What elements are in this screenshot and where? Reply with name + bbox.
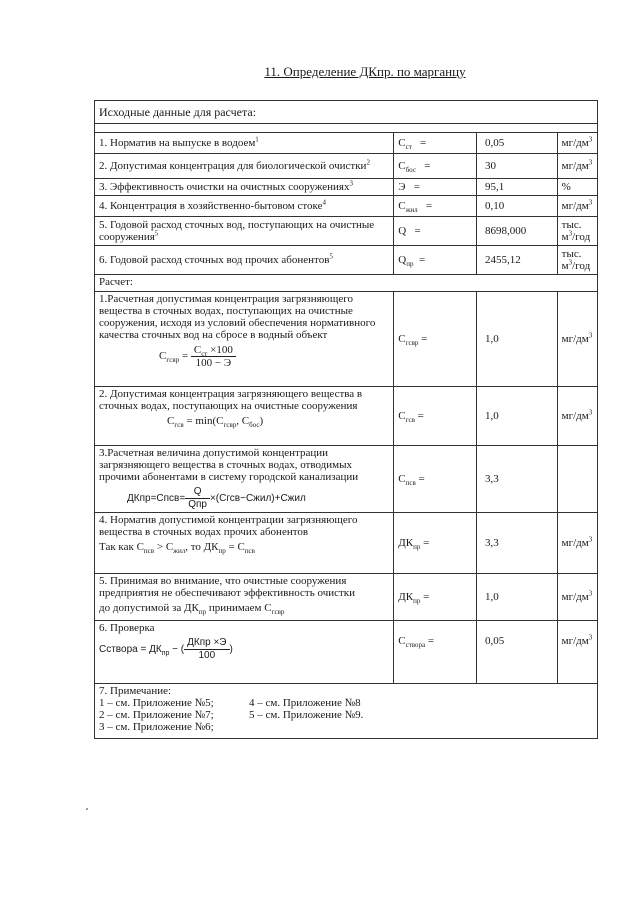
value: 1,0 — [477, 574, 558, 621]
symbol-sub: гсвр — [405, 339, 419, 348]
unit-sup: 3 — [588, 633, 593, 642]
cond-a-sub: псв — [143, 547, 155, 556]
line2-mid: принимаем — [208, 602, 262, 614]
unit: мг/дм — [561, 160, 589, 172]
unit: мг/дм — [561, 591, 589, 603]
unit-sup: 3 — [588, 408, 593, 417]
unit-tail: /год — [572, 231, 591, 243]
value: 1,0 — [477, 292, 558, 387]
note-item: 4 – см. Приложение №8 — [249, 697, 361, 709]
input-row-1 — [95, 133, 598, 154]
calc-row-5 — [95, 574, 598, 621]
symbol-sub: пр — [406, 260, 414, 269]
input-row-6 — [95, 246, 598, 275]
notes-row — [95, 684, 598, 739]
fraction-num: С — [193, 344, 202, 356]
formula-mid: , С — [236, 415, 250, 427]
calculation-table — [94, 100, 598, 739]
cond-d-sub: псв — [244, 547, 255, 556]
input-row-5 — [95, 217, 598, 246]
symbol: С — [398, 473, 406, 485]
calc-label: 3.Расчетная величина допустимой концентрации загрязняющего вещества в сточных водах, отводимых прочими абонентами в систему городской канализации — [99, 447, 359, 483]
formula: Сствора = $ДК_{пр}$ − ( $\frac{\text{ДКпр ×Э}}{100}$ ) — [99, 637, 233, 661]
symbol: Q — [398, 254, 407, 266]
line2 — [99, 602, 389, 617]
cond-a: С — [136, 541, 144, 553]
cond-pre: Так как — [99, 541, 134, 553]
value: 0,05 — [477, 133, 558, 154]
note-item: 1 – см. Приложение №5; — [99, 697, 214, 709]
value: 0,10 — [477, 196, 558, 217]
formula-end: ) — [259, 415, 264, 427]
cond-b-sub: жил — [173, 547, 186, 556]
symbol-sub: жил — [405, 206, 418, 215]
equals: = — [418, 473, 425, 485]
calc-row-2 — [95, 387, 598, 446]
cond-op: > — [156, 541, 164, 553]
value: 3,3 — [477, 446, 558, 513]
symbol: С — [398, 160, 406, 172]
equals: = — [423, 537, 430, 549]
cond-b: С — [165, 541, 174, 553]
fraction-num: ДКпр ×Э — [184, 637, 229, 650]
input-header: Исходные данные для расчета: — [95, 101, 598, 124]
equals: = — [417, 410, 424, 422]
notes-left — [99, 697, 249, 733]
line2-a: ДК — [183, 602, 199, 614]
footnote-ref: 1 — [255, 135, 259, 144]
cond-c-sub: пр — [218, 547, 226, 556]
line2-b-sub: гсвр — [271, 608, 285, 617]
line2-b: С — [264, 602, 272, 614]
equals: = — [418, 254, 426, 266]
equals: = — [424, 160, 431, 172]
unit-sup: 3 — [588, 331, 593, 340]
fraction — [191, 344, 236, 369]
unit-sup: 3 — [588, 535, 593, 544]
cond-c: ДК — [203, 541, 219, 553]
footnote-ref: 4 — [322, 198, 326, 207]
formula-sub: бос — [249, 421, 260, 430]
fraction-den: 100 − Э — [195, 357, 232, 369]
input-label: 3. Эффективность очистки на очистных сооружениях — [99, 181, 350, 193]
input-label: 1. Норматив на выпуске в водоем — [99, 137, 256, 149]
formula-sub: гсвр — [223, 421, 237, 430]
symbol: Q — [398, 225, 407, 237]
note-item: 3 – см. Приложение №6; — [99, 721, 214, 733]
line2-a-sub: пр — [198, 608, 207, 617]
unit: % — [557, 179, 597, 196]
condition — [99, 541, 389, 556]
calc-row-6 — [95, 621, 598, 684]
input-row-3 — [95, 179, 598, 196]
unit: тыс. м — [561, 219, 582, 243]
unit-tail: /год — [572, 260, 591, 272]
symbol: С — [398, 333, 406, 345]
symbol: С — [398, 410, 406, 422]
cond-eq: = — [228, 541, 235, 553]
symbol-sub: пр — [413, 543, 421, 552]
unit: мг/дм — [561, 333, 589, 345]
note-item: 5 – см. Приложение №9. — [249, 709, 364, 721]
note-item: 2 – см. Приложение №7; — [99, 709, 214, 721]
calc-header: Расчет: — [95, 275, 598, 292]
value: 1,0 — [477, 387, 558, 446]
title-text: 11. Определение ДКпр. по марганцу — [264, 64, 466, 79]
formula-lhs-sub: гсв — [174, 421, 184, 430]
input-label: 2. Допустимая концентрация для биологической очистки — [99, 160, 367, 172]
formula-lhs: С — [159, 350, 167, 363]
value: 0,05 — [477, 621, 558, 684]
symbol-sub: бос — [405, 166, 416, 175]
formula: $С_{гсвр}$ = $\frac{С_{ст} \times 100}{100 - Э}$ — [99, 344, 389, 369]
symbol-sub: створа — [405, 641, 426, 650]
scan-speck — [86, 808, 88, 810]
input-label: 4. Концентрация в хозяйственно-бытовом стоке — [99, 200, 323, 212]
value: 95,1 — [477, 179, 558, 196]
symbol: С — [398, 137, 406, 149]
unit-sup: 3 — [568, 229, 573, 238]
footnote-ref: 2 — [366, 158, 370, 167]
footnote-ref: 5 — [154, 229, 159, 238]
equals: = — [425, 200, 433, 212]
symbol: ДК — [398, 537, 414, 549]
symbol: Э — [398, 181, 406, 193]
value: 8698,000 — [477, 217, 558, 246]
fraction-num-tail: ×100 — [207, 344, 233, 356]
calc-label: 6. Проверка — [99, 622, 155, 634]
fraction-den: Qпр — [188, 499, 207, 510]
formula-lhs-sub: пр — [161, 650, 170, 658]
calc-label: 1.Расчетная допустимая концентрация загрязняющего вещества в сточных водах, поступающих на очистные сооружения, исходя из условий обеспечения нормативного качества сточных вод на сбросе в водный объект — [99, 293, 376, 341]
unit: мг/дм — [561, 200, 589, 212]
value: 3,3 — [477, 513, 558, 574]
unit-sup: 3 — [588, 198, 593, 207]
spacer — [95, 124, 598, 133]
input-row-4 — [95, 196, 598, 217]
formula: $С_{гсв} = \min(С_{гсвр}$, $С_{бос}$) — [167, 415, 264, 430]
formula-lhs-sub: гсвр — [166, 356, 180, 365]
footnote-ref: 3 — [349, 179, 353, 188]
calc-row-1 — [95, 292, 598, 387]
calc-row-4 — [95, 513, 598, 574]
calc-label: 4. Норматив допустимой концентрации загрязняющего вещества в сточных водах прочих абонентов — [99, 514, 358, 538]
unit: мг/дм — [561, 137, 589, 149]
input-row-2 — [95, 154, 598, 179]
unit-sup: 3 — [568, 258, 573, 267]
symbol: ДК — [398, 591, 414, 603]
equals: = — [420, 137, 427, 149]
notes-right — [249, 697, 399, 733]
formula-tail: ×(Сгсв−Cжил)+Cжил — [209, 493, 306, 505]
input-label: 6. Годовой расход сточных вод прочих абонентов — [99, 254, 330, 266]
equals: = — [427, 635, 435, 647]
unit: мг/дм — [561, 537, 589, 549]
formula — [99, 486, 389, 511]
formula-lhs: Сствора = ДК — [99, 644, 162, 656]
formula-lhs: ДКпр=Спсв= — [127, 493, 186, 505]
fraction-num-sub: ст — [201, 350, 208, 359]
formula-min: min(С — [195, 415, 224, 427]
fraction-num: Q — [185, 486, 210, 499]
equals: = — [413, 181, 420, 193]
unit: мг/дм — [561, 635, 589, 647]
calc-row-3 — [95, 446, 598, 513]
notes — [99, 697, 593, 733]
formula-lhs: С — [167, 415, 175, 427]
symbol-sub: пр — [413, 597, 421, 606]
notes-header: 7. Примечание: — [99, 685, 172, 697]
cond-d: С — [237, 541, 245, 553]
symbol-sub: ст — [405, 143, 412, 152]
symbol: С — [398, 200, 406, 212]
fraction — [184, 637, 229, 662]
symbol: С — [398, 635, 406, 647]
cond-then: , то — [185, 541, 201, 553]
footnote-ref: 5 — [329, 252, 333, 261]
page-title — [0, 64, 640, 80]
unit: тыс. м — [561, 248, 582, 272]
calc-label: 5. Принимая во внимание, что очистные сооружения предприятия не обеспечивают эффективность очистки — [99, 575, 356, 599]
symbol-sub: гсв — [405, 416, 415, 425]
unit-sup: 3 — [588, 135, 593, 144]
unit-sup: 3 — [588, 589, 593, 598]
line2-pre: до допустимой за — [99, 602, 182, 614]
equals: = — [414, 225, 421, 237]
equals: = — [423, 591, 430, 603]
calc-label: 2. Допустимая концентрация загрязняющего вещества в сточных водах, поступающих на очистные сооружения — [99, 388, 363, 412]
symbol-sub: псв — [405, 479, 416, 488]
value: 30 — [477, 154, 558, 179]
unit: мг/дм — [561, 410, 589, 422]
input-label: 5. Годовой расход сточных вод, поступающих на очистные сооружения — [99, 219, 375, 243]
equals: = — [421, 333, 428, 345]
fraction-den: 100 — [198, 650, 216, 661]
fraction — [185, 486, 210, 511]
value: 2455,12 — [477, 246, 558, 275]
unit-sup: 3 — [588, 158, 593, 167]
